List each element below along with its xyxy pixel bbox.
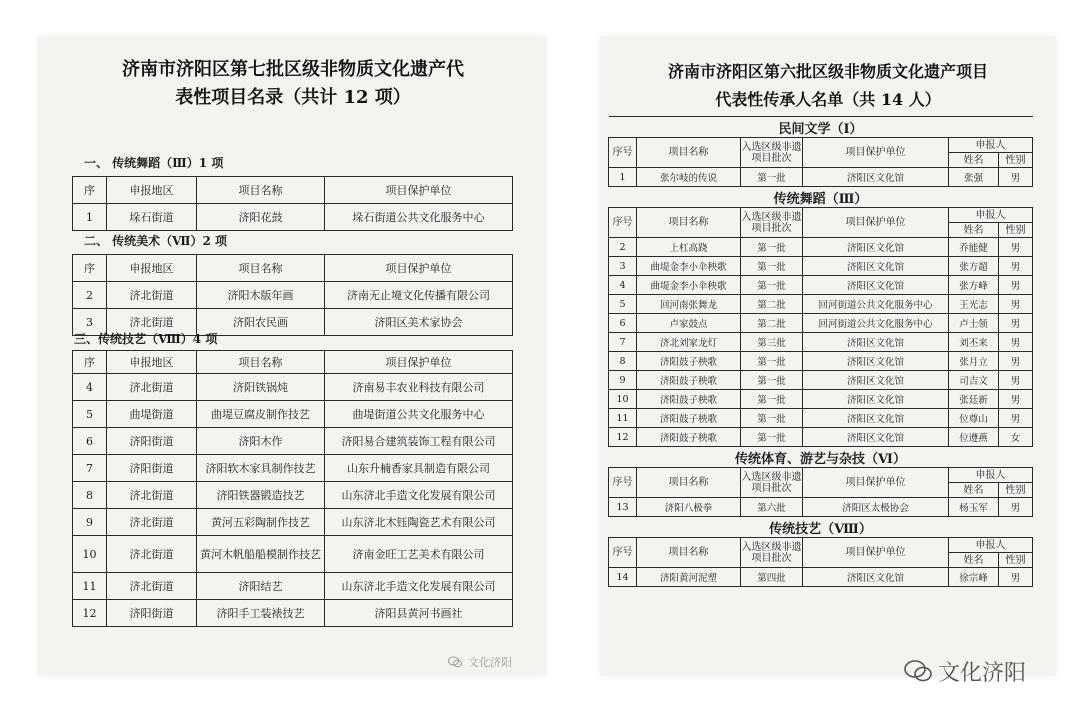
cell-gender: 男: [999, 276, 1033, 295]
cell-region: 济北街道: [107, 282, 197, 309]
header-seq: 序号: [609, 208, 637, 238]
cell-project: 济阳花鼓: [197, 204, 325, 231]
cell-project: 上杠高跷: [637, 238, 741, 257]
header-project: 项目名称: [637, 538, 741, 568]
left-table-section-2: [72, 254, 513, 336]
cell-seq: 8: [73, 482, 107, 509]
header-seq: 序号: [609, 468, 637, 498]
table-row: [73, 455, 513, 482]
cell-name: 张方峰: [949, 276, 999, 295]
header-unit: 项目保护单位: [803, 538, 949, 568]
header-batch: 入选区级非遗项目批次: [741, 538, 803, 568]
cell-seq: 13: [609, 498, 637, 517]
cell-seq: 5: [609, 295, 637, 314]
cell-unit: 济阳区文化馆: [803, 371, 949, 390]
cell-project: 济阳木作: [197, 428, 325, 455]
header-seq: 序: [73, 351, 107, 374]
right-title-line1: 济南市济阳区第六批区级非物质文化遗产项目: [667, 62, 988, 81]
cell-project: 黄河木帆船船模制作技艺: [197, 536, 325, 573]
table-row: [73, 536, 513, 573]
cell-unit: 济阳区太极协会: [803, 498, 949, 517]
cell-unit: 济阳区文化馆: [803, 238, 949, 257]
header-applicant: 申报人: [949, 538, 1033, 553]
cell-unit: 济阳区文化馆: [803, 257, 949, 276]
cell-region: 济北街道: [107, 573, 197, 600]
table-row: [609, 238, 1033, 257]
header-gender: 性别: [999, 153, 1033, 168]
right-document-title: [608, 58, 1048, 114]
cell-gender: 男: [999, 333, 1033, 352]
header-seq: 序号: [609, 538, 637, 568]
header-row: [609, 138, 1033, 153]
cell-region: 济阳街道: [107, 600, 197, 627]
cell-gender: 男: [999, 390, 1033, 409]
header-unit: 项目保护单位: [803, 208, 949, 238]
left-table-section-3: [72, 350, 513, 627]
section-title: 民间文学（Ⅰ）: [609, 117, 1033, 138]
cell-project: 黄河五彩陶制作技艺: [197, 509, 325, 536]
header-region: 申报地区: [107, 351, 197, 374]
cell-gender: 男: [999, 238, 1033, 257]
cell-region: 曲堤街道: [107, 401, 197, 428]
table-row: [73, 600, 513, 627]
cell-project: 济阳鼓子秧歌: [637, 390, 741, 409]
header-region: 申报地区: [107, 255, 197, 282]
cell-seq: 11: [609, 409, 637, 428]
header-project: 项目名称: [637, 138, 741, 168]
cell-project: 济阳鼓子秧歌: [637, 352, 741, 371]
header-seq: 序: [73, 177, 107, 204]
cell-name: 司吉文: [949, 371, 999, 390]
wechat-icon: [904, 659, 932, 689]
cell-project: 济阳鼓子秧歌: [637, 371, 741, 390]
cell-name: 杨玉军: [949, 498, 999, 517]
table-row: [73, 428, 513, 455]
cell-project: 济阳鼓子秧歌: [637, 409, 741, 428]
cell-unit: 山东济北手造文化发展有限公司: [325, 573, 513, 600]
cell-project: 济阳木版年画: [197, 282, 325, 309]
header-row: [609, 538, 1033, 553]
cell-project: 济北刘家龙灯: [637, 333, 741, 352]
cell-seq: 3: [609, 257, 637, 276]
table-row: [609, 352, 1033, 371]
header-project: 项目名称: [637, 468, 741, 498]
section-title: 传统技艺（Ⅷ）: [609, 517, 1033, 538]
cell-name: 张强: [949, 168, 999, 187]
cell-seq: 7: [609, 333, 637, 352]
header-name: 姓名: [949, 553, 999, 568]
header-applicant: 申报人: [949, 208, 1033, 223]
header-gender: 性别: [999, 553, 1033, 568]
cell-seq: 4: [609, 276, 637, 295]
header-unit: 项目保护单位: [325, 255, 513, 282]
header-region: 申报地区: [107, 177, 197, 204]
cell-unit: 回河街道公共文化服务中心: [803, 295, 949, 314]
header-project: 项目名称: [197, 177, 325, 204]
header-batch: 入选区级非遗项目批次: [741, 138, 803, 168]
cell-name: 刘丕来: [949, 333, 999, 352]
cell-project: 济阳软木家具制作技艺: [197, 455, 325, 482]
table-row: [609, 168, 1033, 187]
table-row: [609, 371, 1033, 390]
section-band: [609, 517, 1033, 538]
cell-project: 济阳黄河泥塑: [637, 568, 741, 587]
right-title-line2: 代表性传承人名单（共 14 人）: [715, 90, 941, 109]
right-document: [600, 36, 1056, 676]
wechat-icon: [448, 656, 462, 671]
section-title: 传统体育、游艺与杂技（Ⅵ）: [609, 447, 1033, 468]
cell-region: 垛石街道: [107, 204, 197, 231]
cell-seq: 3: [73, 309, 107, 336]
left-section-3-title: 三、传统技艺（Ⅷ）4 项: [74, 332, 218, 346]
header-unit: 项目保护单位: [803, 468, 949, 498]
cell-gender: 男: [999, 314, 1033, 333]
cell-project: 济阳八极拳: [637, 498, 741, 517]
cell-gender: 男: [999, 295, 1033, 314]
table-row: [73, 374, 513, 401]
header-batch: 入选区级非遗项目批次: [741, 208, 803, 238]
cell-unit: 济阳县黄河书画社: [325, 600, 513, 627]
cell-batch: 第一批: [741, 238, 803, 257]
table-row: [73, 509, 513, 536]
table-row: [609, 428, 1033, 447]
cell-seq: 9: [609, 371, 637, 390]
cell-unit: 济南无止境文化传播有限公司: [325, 282, 513, 309]
cell-name: 王光志: [949, 295, 999, 314]
cell-name: 张方超: [949, 257, 999, 276]
cell-unit: 济阳区文化馆: [803, 333, 949, 352]
cell-project: 卢家鼓点: [637, 314, 741, 333]
table-row: [609, 276, 1033, 295]
table-row: [609, 257, 1033, 276]
cell-unit: 济阳区文化馆: [803, 352, 949, 371]
cell-batch: 第六批: [741, 498, 803, 517]
cell-batch: 第一批: [741, 257, 803, 276]
cell-project: 曲堤金李小伞秧歌: [637, 257, 741, 276]
left-table-header-row: [73, 255, 513, 282]
cell-batch: 第一批: [741, 276, 803, 295]
cell-project: 济阳铁锅炖: [197, 374, 325, 401]
cell-name: 张月立: [949, 352, 999, 371]
cell-unit: 山东升楠香家具制造有限公司: [325, 455, 513, 482]
cell-name: 位遵燕: [949, 428, 999, 447]
cell-batch: 第三批: [741, 333, 803, 352]
table-row: [609, 390, 1033, 409]
cell-name: 张廷新: [949, 390, 999, 409]
cell-gender: 男: [999, 371, 1033, 390]
cell-project: 济阳结艺: [197, 573, 325, 600]
cell-seq: 1: [609, 168, 637, 187]
cell-unit: 山东济北手造文化发展有限公司: [325, 482, 513, 509]
section-band: [609, 117, 1033, 138]
cell-region: 济北街道: [107, 374, 197, 401]
watermark-right: [904, 656, 1026, 689]
cell-unit: 垛石街道公共文化服务中心: [325, 204, 513, 231]
header-batch: 入选区级非遗项目批次: [741, 468, 803, 498]
left-table-header-row: [73, 351, 513, 374]
cell-unit: 济阳区文化馆: [803, 276, 949, 295]
cell-seq: 1: [73, 204, 107, 231]
header-applicant: 申报人: [949, 138, 1033, 153]
cell-region: 济北街道: [107, 309, 197, 336]
cell-name: 徐宗峰: [949, 568, 999, 587]
cell-seq: 12: [73, 600, 107, 627]
cell-project: 济阳农民画: [197, 309, 325, 336]
cell-seq: 8: [609, 352, 637, 371]
cell-batch: 第二批: [741, 295, 803, 314]
cell-unit: 济南易丰农业科技有限公司: [325, 374, 513, 401]
table-row: [609, 295, 1033, 314]
cell-seq: 5: [73, 401, 107, 428]
cell-gender: 男: [999, 409, 1033, 428]
cell-seq: 4: [73, 374, 107, 401]
cell-project: 济阳铁器锻造技艺: [197, 482, 325, 509]
header-gender: 性别: [999, 223, 1033, 238]
header-project: 项目名称: [197, 255, 325, 282]
header-seq: 序号: [609, 138, 637, 168]
cell-batch: 第一批: [741, 371, 803, 390]
cell-seq: 2: [73, 282, 107, 309]
cell-region: 济北街道: [107, 509, 197, 536]
table-row: [609, 409, 1033, 428]
header-project: 项目名称: [637, 208, 741, 238]
left-document: [38, 36, 546, 676]
watermark-left: [448, 654, 512, 671]
right-table: [608, 116, 1033, 587]
cell-batch: 第一批: [741, 390, 803, 409]
cell-name: 卢士领: [949, 314, 999, 333]
cell-seq: 14: [609, 568, 637, 587]
cell-unit: 济阳区文化馆: [803, 168, 949, 187]
header-applicant: 申报人: [949, 468, 1033, 483]
cell-batch: 第一批: [741, 428, 803, 447]
cell-seq: 12: [609, 428, 637, 447]
cell-project: 张尔岐的传说: [637, 168, 741, 187]
watermark-left-text: 文化济阳: [468, 656, 512, 669]
watermark-right-text: 文化济阳: [938, 661, 1027, 686]
cell-gender: 男: [999, 352, 1033, 371]
section-title: 传统舞蹈（Ⅲ）: [609, 187, 1033, 208]
left-title-line1: 济南市济阳区第七批区级非物质文化遗产代: [122, 59, 464, 80]
cell-unit: 山东济北木钰陶瓷艺术有限公司: [325, 509, 513, 536]
cell-unit: 回河街道公共文化服务中心: [803, 314, 949, 333]
cell-region: 济阳街道: [107, 455, 197, 482]
cell-name: 乔能健: [949, 238, 999, 257]
left-title-line2: 表性项目名录（共计 12 项）: [175, 87, 411, 108]
cell-unit: 曲堤街道公共文化服务中心: [325, 401, 513, 428]
cell-seq: 2: [609, 238, 637, 257]
left-document-title: [58, 56, 528, 112]
cell-unit: 济阳区文化馆: [803, 409, 949, 428]
header-name: 姓名: [949, 153, 999, 168]
cell-unit: 济阳区文化馆: [803, 568, 949, 587]
left-table-section-1: [72, 176, 513, 231]
left-section-2-title: 二、 传统美术（Ⅶ）2 项: [84, 234, 228, 248]
cell-gender: 女: [999, 428, 1033, 447]
cell-project: 回河南张舞龙: [637, 295, 741, 314]
table-row: [609, 314, 1033, 333]
cell-batch: 第二批: [741, 314, 803, 333]
header-name: 姓名: [949, 223, 999, 238]
header-unit: 项目保护单位: [325, 177, 513, 204]
cell-project: 济阳手工装裱技艺: [197, 600, 325, 627]
cell-batch: 第一批: [741, 168, 803, 187]
header-row: [609, 208, 1033, 223]
section-band: [609, 187, 1033, 208]
header-seq: 序: [73, 255, 107, 282]
cell-seq: 6: [73, 428, 107, 455]
cell-name: 位尊山: [949, 409, 999, 428]
section-band: [609, 447, 1033, 468]
cell-batch: 第一批: [741, 352, 803, 371]
table-row: [73, 573, 513, 600]
header-project: 项目名称: [197, 351, 325, 374]
cell-batch: 第四批: [741, 568, 803, 587]
table-row: [609, 498, 1033, 517]
cell-region: 济阳街道: [107, 428, 197, 455]
cell-gender: 男: [999, 257, 1033, 276]
cell-unit: 济阳区文化馆: [803, 390, 949, 409]
cell-unit: 济南金旺工艺美术有限公司: [325, 536, 513, 573]
cell-seq: 6: [609, 314, 637, 333]
cell-project: 曲堤金李小伞秧歌: [637, 276, 741, 295]
cell-seq: 9: [73, 509, 107, 536]
cell-batch: 第一批: [741, 409, 803, 428]
cell-region: 济北街道: [107, 482, 197, 509]
left-section-1-title: 一、 传统舞蹈（Ⅲ）1 项: [84, 156, 224, 170]
left-table-header-row: [73, 177, 513, 204]
cell-gender: 男: [999, 168, 1033, 187]
cell-seq: 10: [609, 390, 637, 409]
cell-gender: 男: [999, 498, 1033, 517]
cell-seq: 7: [73, 455, 107, 482]
header-gender: 性别: [999, 483, 1033, 498]
table-row: [73, 482, 513, 509]
header-unit: 项目保护单位: [803, 138, 949, 168]
cell-project: 曲堤豆腐皮制作技艺: [197, 401, 325, 428]
table-row: [73, 401, 513, 428]
cell-unit: 济阳区美术家协会: [325, 309, 513, 336]
cell-seq: 10: [73, 536, 107, 573]
cell-unit: 济阳易合建筑装饰工程有限公司: [325, 428, 513, 455]
cell-gender: 男: [999, 568, 1033, 587]
header-name: 姓名: [949, 483, 999, 498]
cell-seq: 11: [73, 573, 107, 600]
cell-unit: 济阳区文化馆: [803, 428, 949, 447]
cell-project: 济阳鼓子秧歌: [637, 428, 741, 447]
cell-region: 济北街道: [107, 536, 197, 573]
table-row: [609, 568, 1033, 587]
table-row: [73, 282, 513, 309]
header-unit: 项目保护单位: [325, 351, 513, 374]
table-row: [73, 204, 513, 231]
table-row: [609, 333, 1033, 352]
header-row: [609, 468, 1033, 483]
